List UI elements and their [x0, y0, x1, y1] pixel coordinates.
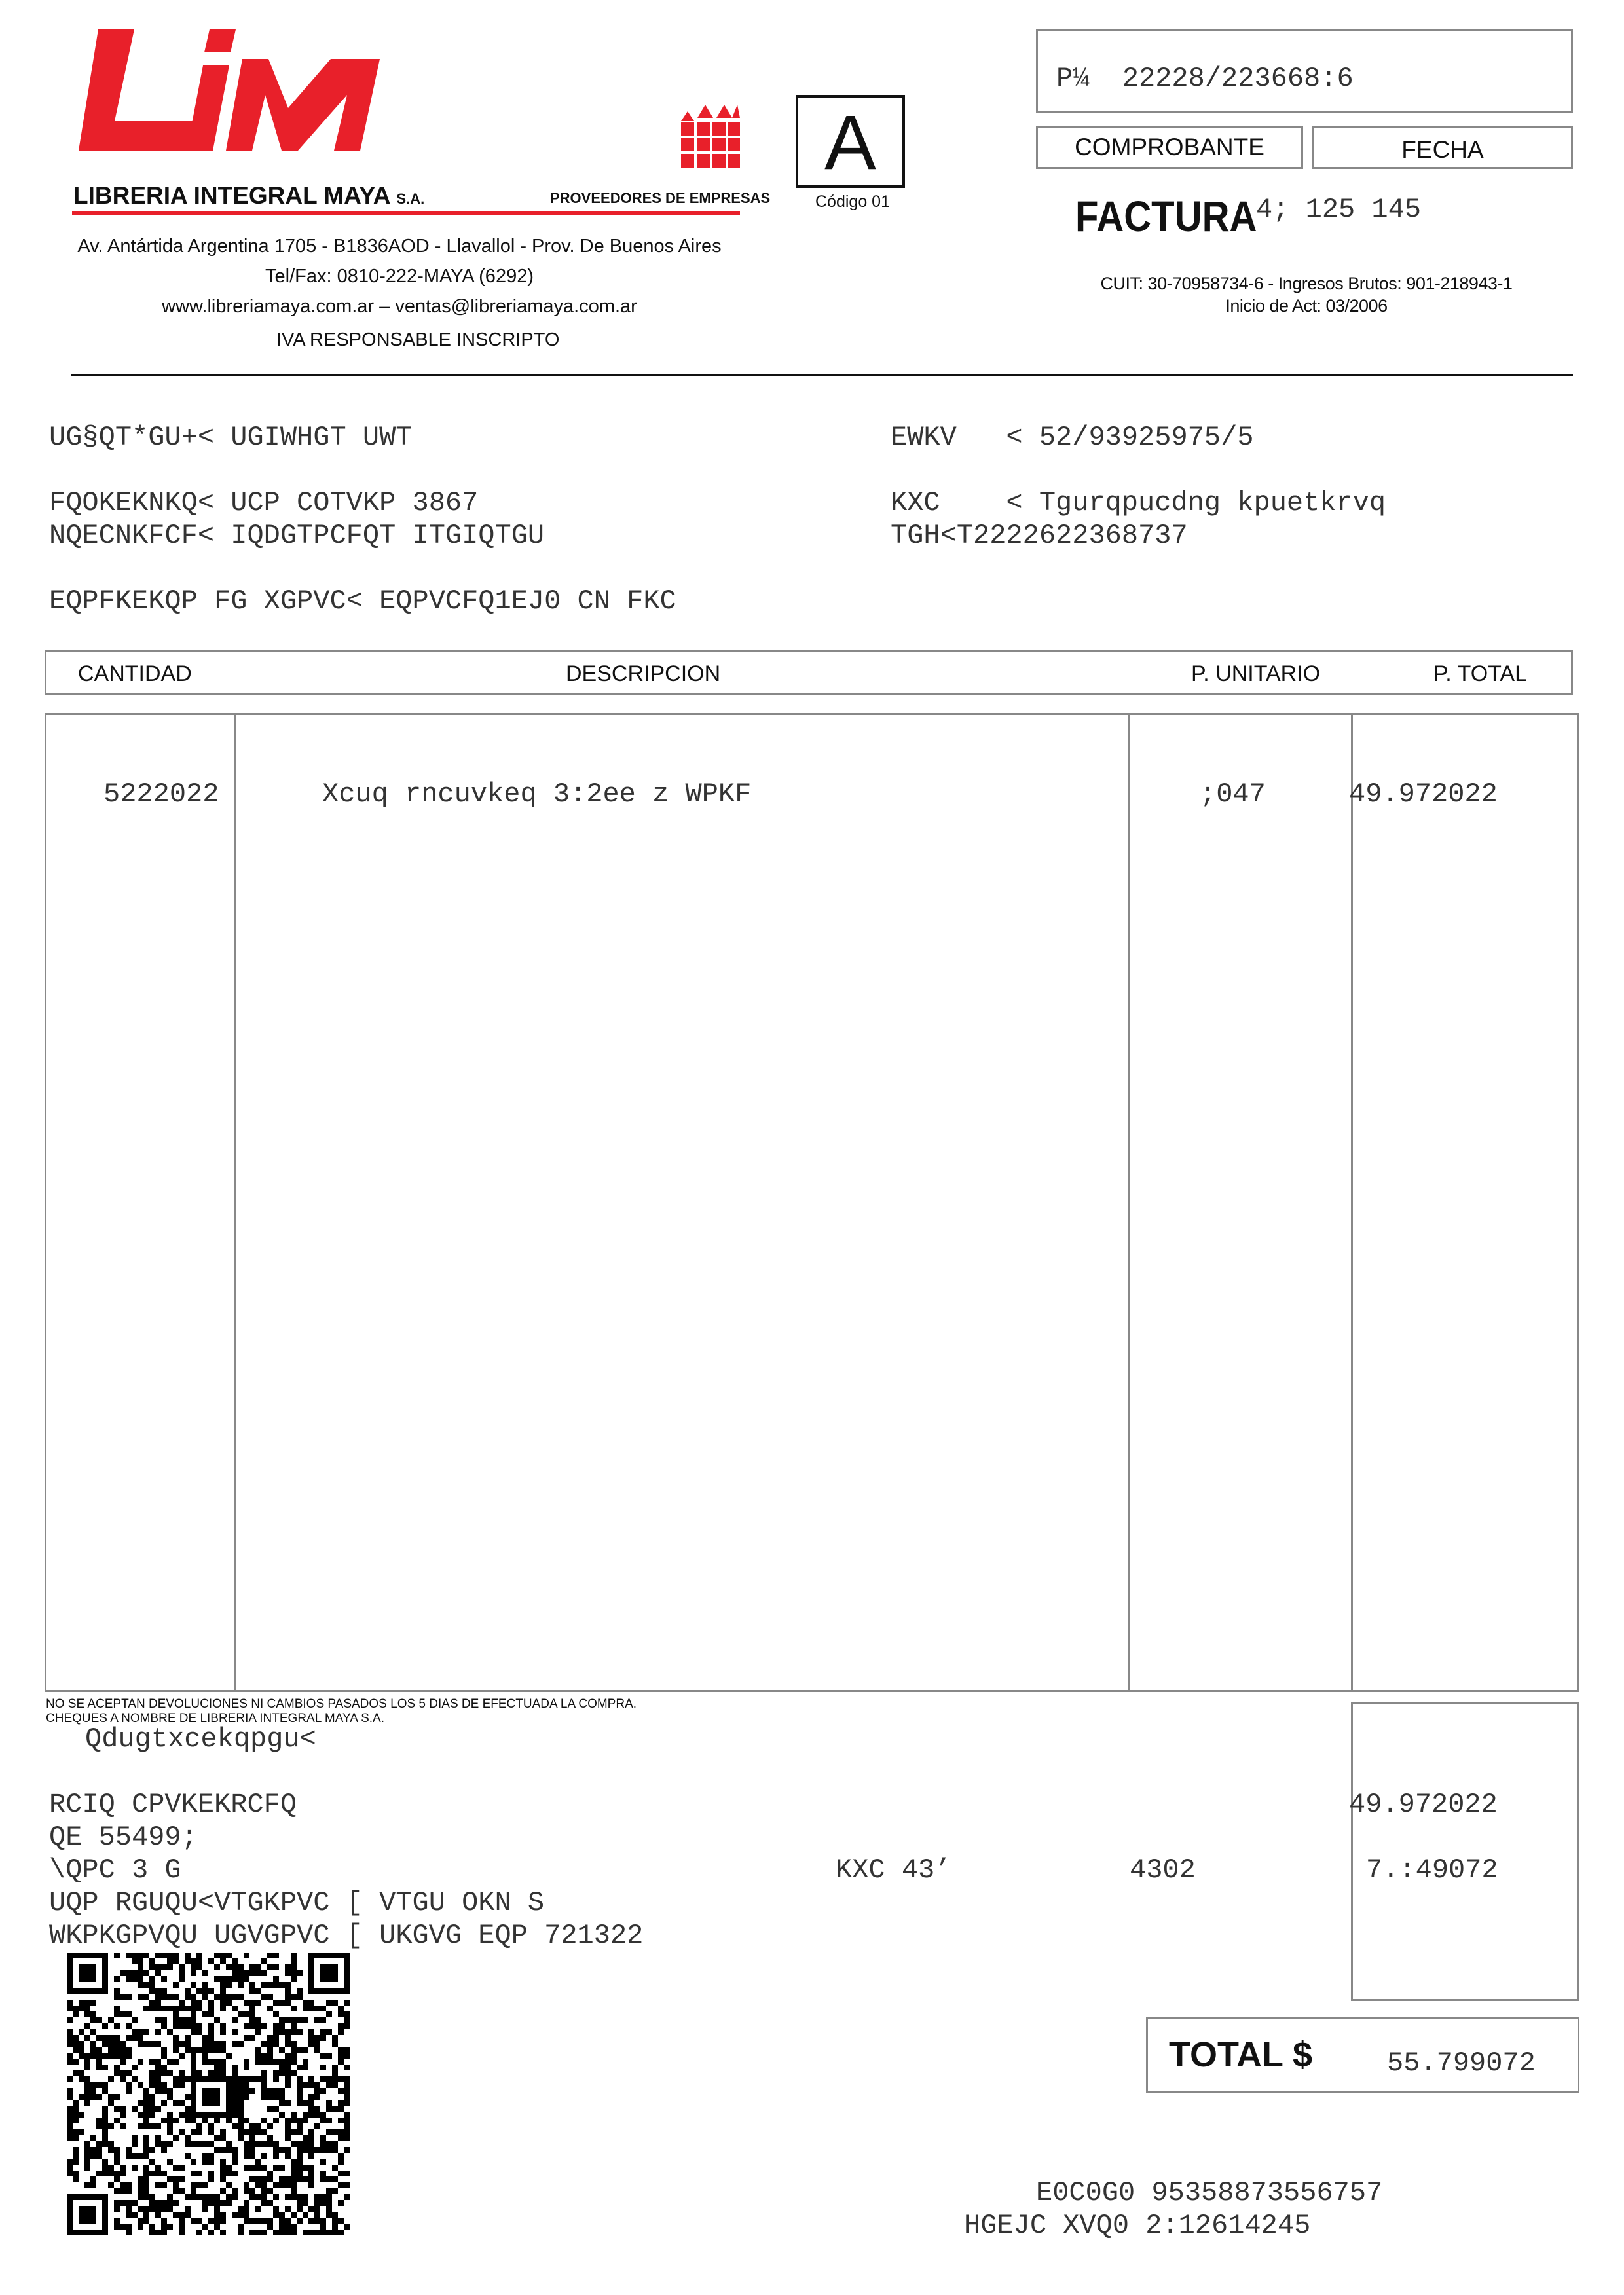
- cae-expiry: HGEJC XVQ0 2:12614245: [964, 2210, 1311, 2241]
- sale-condition: EQPFKEKQP FG XGPVC< EQPVCFQ1EJ0 CN FKC: [49, 585, 676, 617]
- invoice-number-box: [1036, 29, 1573, 113]
- header-divider: [71, 374, 1573, 376]
- company-name-suffix: S.A.: [396, 191, 425, 207]
- invoice-type-code: Código 01: [815, 193, 890, 211]
- company-name: [73, 182, 424, 210]
- col-header-cantidad: CANTIDAD: [78, 661, 192, 686]
- footer-line-3: \QPC 3 G: [49, 1854, 181, 1886]
- inicio-line: Inicio de Act: 03/2006: [1225, 296, 1388, 316]
- comprobante-label: COMPROBANTE: [1075, 134, 1264, 160]
- qr-code-icon: [67, 1953, 350, 2235]
- col-header-unitario: P. UNITARIO: [1191, 661, 1321, 686]
- table-body: [45, 713, 1579, 1692]
- totals-box: [1351, 1702, 1579, 2001]
- col-divider-2: [1128, 713, 1130, 1692]
- invoice-type-letter: A: [824, 100, 876, 186]
- row-descripcion: Xcuq rncuvkeq 3:2ee z WPKF: [322, 779, 752, 810]
- row-cantidad: 5222022: [103, 779, 219, 810]
- company-web: www.libreriamaya.com.ar – ventas@libreriamaya.com.ar: [162, 296, 637, 317]
- grand-total-box: [1146, 2017, 1579, 2093]
- row-total: 49.972022: [1349, 779, 1498, 810]
- company-name-text: LIBRERIA INTEGRAL MAYA: [73, 182, 390, 209]
- customer-ref: TGH<T2222622368737: [891, 520, 1188, 551]
- cuit-line: CUIT: 30-70958734-6 - Ingresos Brutos: 901-218943-1: [1100, 274, 1513, 293]
- customer-name: UG§QT*GU+< UGIWHGT UWT: [49, 422, 413, 453]
- comprobante-label-box: [1036, 126, 1303, 169]
- customer-locality: NQECNKFCF< IQDGTPCFQT ITGIQTGU: [49, 520, 545, 551]
- iva-label: KXC 43’: [836, 1854, 951, 1886]
- row-unitario: ;047: [1200, 779, 1266, 810]
- fecha-label: FECHA: [1401, 136, 1484, 163]
- company-logo: [72, 23, 393, 174]
- iva-amount: 7.:49072: [1366, 1854, 1498, 1886]
- company-address: Av. Antártida Argentina 1705 - B1836AOD - Llavallol - Prov. De Buenos Aires: [77, 236, 722, 257]
- table-header: [45, 650, 1573, 695]
- cae-number: E0C0G0 95358873556757: [1036, 2177, 1383, 2209]
- factura-label: FACTURA: [1075, 192, 1257, 240]
- footer-line-4: UQP RGUQU<VTGKPVC [ VTGU OKN S: [49, 1887, 545, 1919]
- fecha-label-box: [1312, 126, 1573, 169]
- iva-base: 4302: [1130, 1854, 1196, 1886]
- factura-number: 4; 125 145: [1256, 194, 1422, 225]
- company-phone: Tel/Fax: 0810-222-MAYA (6292): [265, 266, 534, 287]
- observations-label: Qdugtxcekqpgu<: [85, 1723, 316, 1755]
- company-tagline: PROVEEDORES DE EMPRESAS: [550, 190, 771, 206]
- invoice-number: P¼ 22228/223668:6: [1056, 63, 1354, 94]
- col-divider-1: [234, 713, 236, 1692]
- grand-total-label: TOTAL $: [1169, 2035, 1313, 2074]
- lim-logo-icon: [72, 23, 393, 174]
- customer-cuit: EWKV < 52/93925975/5: [891, 422, 1254, 453]
- grand-total-value: 55.799072: [1387, 2047, 1536, 2079]
- books-stack-icon: [681, 101, 740, 174]
- logo-underline: [72, 211, 740, 215]
- col-divider-3: [1351, 713, 1353, 1692]
- col-header-descripcion: DESCRIPCION: [566, 661, 721, 686]
- customer-address: FQOKEKNKQ< UCP COTVKP 3867: [49, 487, 479, 519]
- company-iva: IVA RESPONSABLE INSCRIPTO: [276, 329, 560, 350]
- notice-returns: NO SE ACEPTAN DEVOLUCIONES NI CAMBIOS PASADOS LOS 5 DIAS DE EFECTUADA LA COMPRA.: [46, 1697, 637, 1711]
- invoice-type-box: [796, 95, 905, 188]
- notice-cheques: CHEQUES A NOMBRE DE LIBRERIA INTEGRAL MAYA S.A.: [46, 1712, 385, 1725]
- footer-line-2: QE 55499;: [49, 1822, 198, 1853]
- col-header-total: P. TOTAL: [1433, 661, 1528, 686]
- footer-line-5: WKPKGPVQU UGVGPVC [ UKGVG EQP 721322: [49, 1920, 644, 1951]
- customer-iva: KXC < Tgurqpucdng kpuetkrvq: [891, 487, 1386, 519]
- subtotal-value: 49.972022: [1349, 1789, 1498, 1820]
- footer-line-1: RCIQ CPVKEKRCFQ: [49, 1789, 297, 1820]
